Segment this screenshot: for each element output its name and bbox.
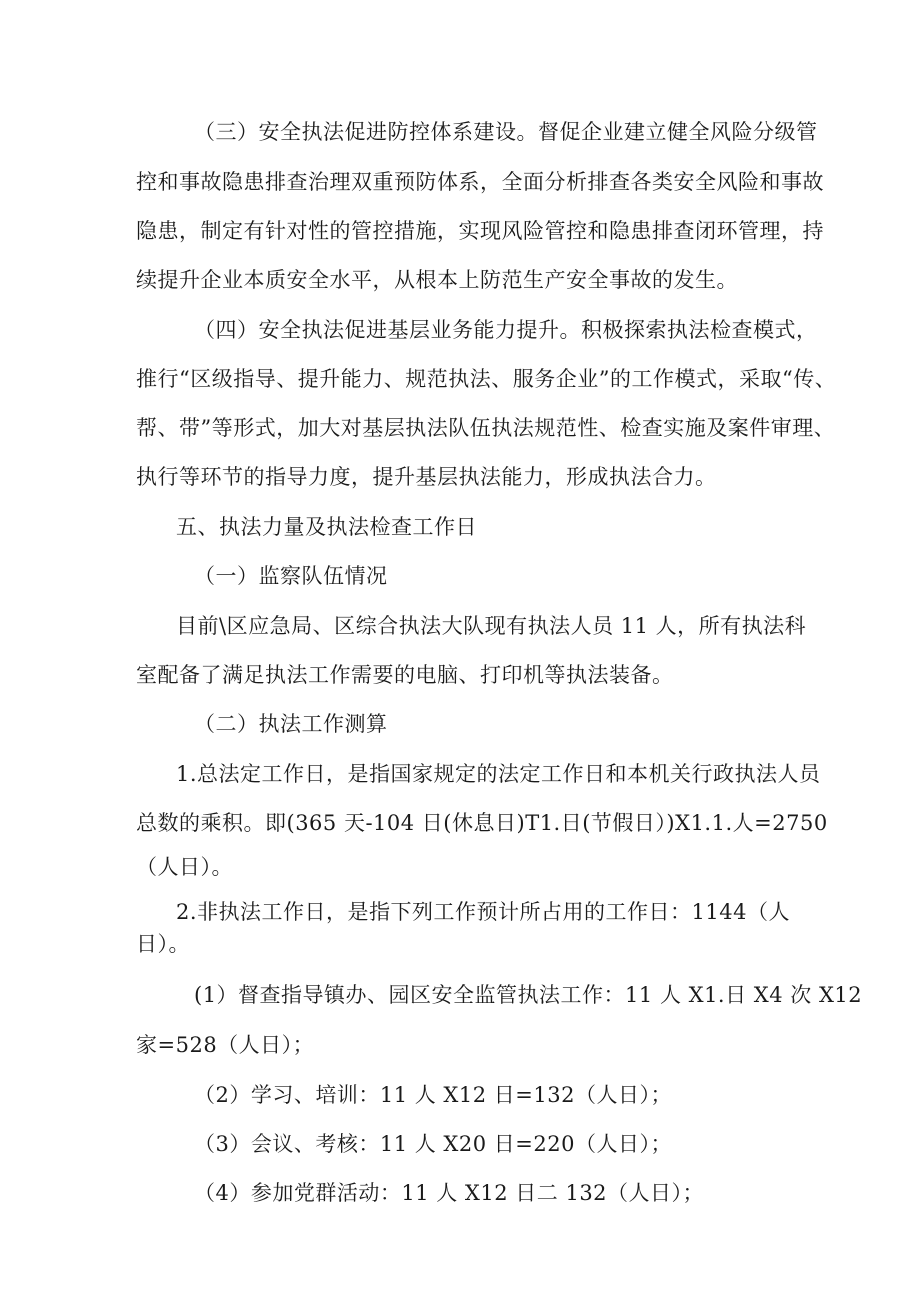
subitem-1-line-2: 家=528（人日）；	[136, 1033, 315, 1057]
paragraph-4-line-4: 执行等环节的指导力度，提升基层执法能力，形成执法合力。	[136, 465, 717, 489]
subitem-3: （3）会议、考核：11 人 X20 日=220（人日）；	[194, 1132, 672, 1156]
team-paragraph-line-1: 目前\区应急局、区综合执法大队现有执法人员 11 人，所有执法科	[176, 614, 807, 638]
item-1-line-3: （人日）。	[136, 855, 233, 879]
subsection-1-heading: （一）监察队伍情况	[194, 564, 388, 588]
paragraph-3-line-2: 控和事故隐患排查治理双重预防体系，全面分析排查各类安全风险和事故	[136, 170, 824, 194]
item-2-line-2: 日）。	[136, 932, 190, 956]
item-2-line-1: 2.非执法工作日，是指下列工作预计所占用的工作日：1144（人	[176, 900, 790, 924]
subitem-1-line-1: (1）督查指导镇办、园区安全监管执法工作：11 人 X1.日 X4 次 X12	[194, 983, 863, 1007]
item-1-line-2: 总数的乘积。即(365 天-104 日(休息日)T1.日(节假日）)X1.1.人=2750	[136, 811, 828, 835]
paragraph-3-line-1: （三）安全执法促进防控体系建设。督促企业建立健全风险分级管	[194, 120, 818, 144]
paragraph-4-line-2: 推行“区级指导、提升能力、规范执法、服务企业”的工作模式，采取“传、	[136, 367, 837, 391]
item-1-line-1: 1.总法定工作日，是指国家规定的法定工作日和本机关行政执法人员	[176, 762, 821, 786]
subsection-2-heading: （二）执法工作测算	[194, 712, 388, 736]
section-5-heading: 五、执法力量及执法检查工作日	[176, 515, 477, 539]
paragraph-4-line-1: （四）安全执法促进基层业务能力提升。积极探索执法检查模式，	[194, 318, 818, 342]
team-paragraph-line-2: 室配备了满足执法工作需要的电脑、打印机等执法装备。	[136, 663, 674, 687]
paragraph-3-line-4: 续提升企业本质安全水平，从根本上防范生产安全事故的发生。	[136, 268, 738, 292]
paragraph-3-line-3: 隐患，制定有针对性的管控措施，实现风险管控和隐患排查闭环管理，持	[136, 219, 824, 243]
subitem-4: （4）参加党群活动：11 人 X12 日二 132（人日）；	[194, 1181, 705, 1205]
subitem-2: （2）学习、培训：11 人 X12 日=132（人日）；	[194, 1083, 672, 1107]
paragraph-4-line-3: 帮、带”等形式，加大对基层执法队伍执法规范性、检查实施及案件审理、	[136, 416, 836, 440]
